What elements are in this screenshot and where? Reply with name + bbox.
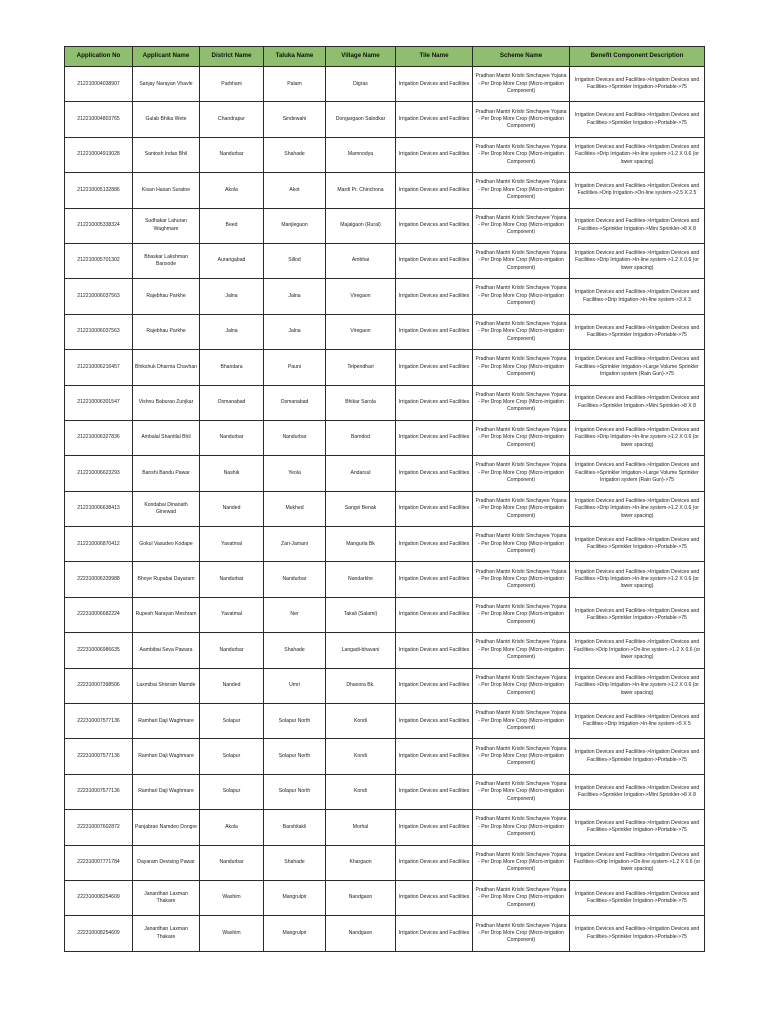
application-no-cell: 212210006037563 xyxy=(65,279,133,314)
district-cell: Chandrapur xyxy=(200,102,264,137)
scheme-name-cell: Pradhan Mantri Krishi Sinchayee Yojana - Per Drop More Crop (Micro-irrigation Component) xyxy=(473,810,570,845)
table-row xyxy=(65,704,705,739)
scheme-name-cell: Pradhan Mantri Krishi Sinchayee Yojana - Per Drop More Crop (Micro-irrigation Component) xyxy=(473,491,570,526)
application-no-cell: 222310006682224 xyxy=(65,597,133,632)
scheme-name-cell: Pradhan Mantri Krishi Sinchayee Yojana - Per Drop More Crop (Micro-irrigation Component) xyxy=(473,67,570,102)
scheme-name-cell: Pradhan Mantri Krishi Sinchayee Yojana - Per Drop More Crop (Micro-irrigation Component) xyxy=(473,208,570,243)
taluka-cell: Barshitakli xyxy=(264,810,326,845)
taluka-cell: Manjlegaon xyxy=(264,208,326,243)
benefit-description-cell: Irrigation Devices and Facilities->Irrigation Devices and Facilities->Sprinkler Irrigation->Portable->75 xyxy=(570,597,705,632)
district-cell: Jalna xyxy=(200,279,264,314)
benefit-description-cell: Irrigation Devices and Facilities->Irrigation Devices and Facilities->Drip Irrigation->In-line system->1.2 X 0.6 (or lower spacing) xyxy=(570,668,705,703)
application-no-cell: 222310006339988 xyxy=(65,562,133,597)
district-cell: Nandurbar xyxy=(200,420,264,455)
application-no-cell: 212210004038907 xyxy=(65,67,133,102)
application-no-cell: 222310007771784 xyxy=(65,845,133,880)
taluka-cell: Osmanabad xyxy=(264,385,326,420)
district-cell: Osmanabad xyxy=(200,385,264,420)
district-cell: Yavatmal xyxy=(200,597,264,632)
scheme-name-cell: Pradhan Mantri Krishi Sinchayee Yojana - Per Drop More Crop (Micro-irrigation Component) xyxy=(473,739,570,774)
scheme-name-cell: Pradhan Mantri Krishi Sinchayee Yojana - Per Drop More Crop (Micro-irrigation Component) xyxy=(473,668,570,703)
table-row xyxy=(65,739,705,774)
tile-name-cell: Irrigation Devices and Facilities xyxy=(396,597,473,632)
scheme-name-cell: Pradhan Mantri Krishi Sinchayee Yojana - Per Drop More Crop (Micro-irrigation Component) xyxy=(473,279,570,314)
scheme-name-cell: Pradhan Mantri Krishi Sinchayee Yojana - Per Drop More Crop (Micro-irrigation Component) xyxy=(473,880,570,915)
scheme-name-cell: Pradhan Mantri Krishi Sinchayee Yojana - Per Drop More Crop (Micro-irrigation Component) xyxy=(473,633,570,668)
applicant-name-cell: Ramhari Daji Waghmare xyxy=(133,704,200,739)
application-no-cell: 212210006327836 xyxy=(65,420,133,455)
tile-name-cell: Irrigation Devices and Facilities xyxy=(396,67,473,102)
district-cell: Nandurbar xyxy=(200,137,264,172)
application-no-cell: 222310007602872 xyxy=(65,810,133,845)
village-cell: Morhal xyxy=(326,810,396,845)
application-no-cell: 212210006301547 xyxy=(65,385,133,420)
applicant-name-cell: Janardhan Laxman Thakare xyxy=(133,916,200,951)
district-cell: Nashik xyxy=(200,456,264,491)
scheme-name-cell: Pradhan Mantri Krishi Sinchayee Yojana - Per Drop More Crop (Micro-irrigation Component) xyxy=(473,916,570,951)
scheme-name-cell: Pradhan Mantri Krishi Sinchayee Yojana - Per Drop More Crop (Micro-irrigation Component) xyxy=(473,314,570,349)
district-cell: Akola xyxy=(200,173,264,208)
benefit-description-cell: Irrigation Devices and Facilities->Irrigation Devices and Facilities->Drip Irrigation->In-line system->5 X 5 xyxy=(570,704,705,739)
applicant-name-cell: Bhikshuk Dharma Chavhan xyxy=(133,350,200,385)
application-no-cell: 212210004803765 xyxy=(65,102,133,137)
col-village-name: Village Name xyxy=(326,47,396,67)
col-benefit-description: Benefit Component Description xyxy=(570,47,705,67)
district-cell: Nanded xyxy=(200,491,264,526)
tile-name-cell: Irrigation Devices and Facilities xyxy=(396,279,473,314)
col-taluka-name: Taluka Name xyxy=(264,47,326,67)
village-cell: Viregaon xyxy=(326,279,396,314)
application-no-cell: 212210005701302 xyxy=(65,243,133,278)
tile-name-cell: Irrigation Devices and Facilities xyxy=(396,456,473,491)
applicant-name-cell: Banshi Bandu Pawar xyxy=(133,456,200,491)
taluka-cell: Mukhed xyxy=(264,491,326,526)
table-row xyxy=(65,173,705,208)
scheme-name-cell: Pradhan Mantri Krishi Sinchayee Yojana - Per Drop More Crop (Micro-irrigation Component) xyxy=(473,562,570,597)
application-no-cell: 222310007577136 xyxy=(65,739,133,774)
tile-name-cell: Irrigation Devices and Facilities xyxy=(396,385,473,420)
village-cell: Mamnodya xyxy=(326,137,396,172)
district-cell: Akola xyxy=(200,810,264,845)
applicant-name-cell: Panjabrao Namdeo Dongre xyxy=(133,810,200,845)
applicant-name-cell: Sanjay Narayan Vhavle xyxy=(133,67,200,102)
scheme-name-cell: Pradhan Mantri Krishi Sinchayee Yojana - Per Drop More Crop (Micro-irrigation Component) xyxy=(473,420,570,455)
village-cell: Mardi Pr. Chinchona xyxy=(326,173,396,208)
taluka-cell: Pauni xyxy=(264,350,326,385)
applicant-name-cell: Kondabai Dinanath Ginewad xyxy=(133,491,200,526)
village-cell: Dongargaon Salodkar xyxy=(326,102,396,137)
applicant-name-cell: Bhaskar Lakshman Bansode xyxy=(133,243,200,278)
tile-name-cell: Irrigation Devices and Facilities xyxy=(396,562,473,597)
benefit-description-cell: Irrigation Devices and Facilities->Irrigation Devices and Facilities->Sprinkler Irrigation->Large Volume Sprinkler Irrigation system (Rain Gun)->75 xyxy=(570,456,705,491)
taluka-cell: Ner xyxy=(264,597,326,632)
tile-name-cell: Irrigation Devices and Facilities xyxy=(396,314,473,349)
village-cell: Kondi xyxy=(326,774,396,809)
applicant-name-cell: Janardhan Laxman Thakare xyxy=(133,880,200,915)
applicant-name-cell: Ramhari Daji Waghmare xyxy=(133,739,200,774)
taluka-cell: Sillod xyxy=(264,243,326,278)
table-row xyxy=(65,562,705,597)
scheme-name-cell: Pradhan Mantri Krishi Sinchayee Yojana - Per Drop More Crop (Micro-irrigation Component) xyxy=(473,456,570,491)
table-row xyxy=(65,420,705,455)
table-row xyxy=(65,916,705,951)
header-row xyxy=(65,47,705,67)
village-cell: Bamdod xyxy=(326,420,396,455)
district-cell: Aurangabad xyxy=(200,243,264,278)
scheme-name-cell: Pradhan Mantri Krishi Sinchayee Yojana - Per Drop More Crop (Micro-irrigation Component) xyxy=(473,385,570,420)
col-tile-name: Tile Name xyxy=(396,47,473,67)
table-row xyxy=(65,314,705,349)
applicant-name-cell: Kisan Hasan Suratne xyxy=(133,173,200,208)
benefit-description-cell: Irrigation Devices and Facilities->Irrigation Devices and Facilities->Sprinkler Irrigation->Large Volume Sprinkler Irrigation system (Rain Gun)->75 xyxy=(570,350,705,385)
benefit-description-cell: Irrigation Devices and Facilities->Irrigation Devices and Facilities->Drip Irrigation->On-line system->1.2 X 0.6 (or lower spacing) xyxy=(570,845,705,880)
application-no-cell: 212210006870412 xyxy=(65,527,133,562)
benefit-description-cell: Irrigation Devices and Facilities->Irrigation Devices and Facilities->Sprinkler Irrigation->Mini Sprinkler->8 X 8 xyxy=(570,774,705,809)
table-row xyxy=(65,137,705,172)
district-cell: Solapur xyxy=(200,704,264,739)
taluka-cell: Shahade xyxy=(264,633,326,668)
applicant-name-cell: Rajebhau Parkhe xyxy=(133,279,200,314)
village-cell: Nandgaon xyxy=(326,880,396,915)
village-cell: Langadi-bhavani xyxy=(326,633,396,668)
table-row xyxy=(65,597,705,632)
applicant-name-cell: Gulab Bhika Wete xyxy=(133,102,200,137)
taluka-cell: Solapur North xyxy=(264,704,326,739)
scheme-name-cell: Pradhan Mantri Krishi Sinchayee Yojana - Per Drop More Crop (Micro-irrigation Component) xyxy=(473,243,570,278)
tile-name-cell: Irrigation Devices and Facilities xyxy=(396,137,473,172)
village-cell: Nandgaon xyxy=(326,916,396,951)
applicant-name-cell: Ambalal Shantilal Bhil xyxy=(133,420,200,455)
application-no-cell: 212210005338324 xyxy=(65,208,133,243)
taluka-cell: Solapur North xyxy=(264,739,326,774)
taluka-cell: Shahade xyxy=(264,845,326,880)
benefit-description-cell: Irrigation Devices and Facilities->Irrigation Devices and Facilities->Drip Irrigation->In-line system->1.2 X 0.6 (or lower spacing) xyxy=(570,137,705,172)
taluka-cell: Yeola xyxy=(264,456,326,491)
application-no-cell: 222310008254609 xyxy=(65,916,133,951)
benefit-description-cell: Irrigation Devices and Facilities->Irrigation Devices and Facilities->Sprinkler Irrigation->Mini Sprinkler->8 X 8 xyxy=(570,208,705,243)
application-no-cell: 222310007577136 xyxy=(65,774,133,809)
table-row xyxy=(65,845,705,880)
applicant-name-cell: Rajebhau Parkhe xyxy=(133,314,200,349)
taluka-cell: Zari-Jamani xyxy=(264,527,326,562)
village-cell: Telpendhari xyxy=(326,350,396,385)
table-row xyxy=(65,774,705,809)
table-row xyxy=(65,208,705,243)
benefit-description-cell: Irrigation Devices and Facilities->Irrigation Devices and Facilities->Sprinkler Irrigation->Portable->75 xyxy=(570,314,705,349)
benefit-description-cell: Irrigation Devices and Facilities->Irrigation Devices and Facilities->Sprinkler Irrigation->Portable->75 xyxy=(570,739,705,774)
applicant-name-cell: Santosh Indas Bhil xyxy=(133,137,200,172)
district-cell: Yavatmal xyxy=(200,527,264,562)
district-cell: Bhandara xyxy=(200,350,264,385)
village-cell: Nandarkhe xyxy=(326,562,396,597)
tile-name-cell: Irrigation Devices and Facilities xyxy=(396,208,473,243)
application-no-cell: 222310007398506 xyxy=(65,668,133,703)
taluka-cell: Jalna xyxy=(264,279,326,314)
benefit-description-cell: Irrigation Devices and Facilities->Irrigation Devices and Facilities->Drip Irrigation->In-line system->3 X 3 xyxy=(570,279,705,314)
tile-name-cell: Irrigation Devices and Facilities xyxy=(396,739,473,774)
application-no-cell: 222310006986635 xyxy=(65,633,133,668)
scheme-name-cell: Pradhan Mantri Krishi Sinchayee Yojana - Per Drop More Crop (Micro-irrigation Component) xyxy=(473,102,570,137)
applicant-name-cell: Vishnu Baburao Zunjkar xyxy=(133,385,200,420)
benefit-description-cell: Irrigation Devices and Facilities->Irrigation Devices and Facilities->Drip Irrigation->In-line system->1.2 X 0.6 (or lower spacing) xyxy=(570,243,705,278)
tile-name-cell: Irrigation Devices and Facilities xyxy=(396,916,473,951)
table-row xyxy=(65,456,705,491)
district-cell: Solapur xyxy=(200,739,264,774)
scheme-name-cell: Pradhan Mantri Krishi Sinchayee Yojana - Per Drop More Crop (Micro-irrigation Component) xyxy=(473,527,570,562)
col-applicant-name: Applicant Name xyxy=(133,47,200,67)
taluka-cell: Nandurbar xyxy=(264,562,326,597)
table-row xyxy=(65,67,705,102)
col-scheme-name: Scheme Name xyxy=(473,47,570,67)
village-cell: Andarsul xyxy=(326,456,396,491)
tile-name-cell: Irrigation Devices and Facilities xyxy=(396,102,473,137)
village-cell: Ambhai xyxy=(326,243,396,278)
tile-name-cell: Irrigation Devices and Facilities xyxy=(396,527,473,562)
scheme-name-cell: Pradhan Mantri Krishi Sinchayee Yojana - Per Drop More Crop (Micro-irrigation Component) xyxy=(473,845,570,880)
benefit-description-cell: Irrigation Devices and Facilities->Irrigation Devices and Facilities->Drip Irrigation->On-line system->1.2 X 0.6 (or lower spacing) xyxy=(570,633,705,668)
table-row xyxy=(65,527,705,562)
applicant-name-cell: Bhoye Rupabai Dayaram xyxy=(133,562,200,597)
tile-name-cell: Irrigation Devices and Facilities xyxy=(396,880,473,915)
district-cell: Washim xyxy=(200,916,264,951)
village-cell: Sangvi Benak xyxy=(326,491,396,526)
table-row xyxy=(65,243,705,278)
scheme-name-cell: Pradhan Mantri Krishi Sinchayee Yojana - Per Drop More Crop (Micro-irrigation Component) xyxy=(473,704,570,739)
applicant-name-cell: Aambibai Seva Pawara xyxy=(133,633,200,668)
benefit-description-cell: Irrigation Devices and Facilities->Irrigation Devices and Facilities->Sprinkler Irrigation->Portable->75 xyxy=(570,916,705,951)
tile-name-cell: Irrigation Devices and Facilities xyxy=(396,845,473,880)
table-row xyxy=(65,102,705,137)
taluka-cell: Mangrulpir xyxy=(264,916,326,951)
scheme-name-cell: Pradhan Mantri Krishi Sinchayee Yojana - Per Drop More Crop (Micro-irrigation Component) xyxy=(473,774,570,809)
taluka-cell: Shahade xyxy=(264,137,326,172)
village-cell: Kondi xyxy=(326,704,396,739)
benefit-description-cell: Irrigation Devices and Facilities->Irrigation Devices and Facilities->Sprinkler Irrigation->Portable->75 xyxy=(570,527,705,562)
taluka-cell: Solapur North xyxy=(264,774,326,809)
village-cell: Viregaon xyxy=(326,314,396,349)
village-cell: Mangurla Bk xyxy=(326,527,396,562)
taluka-cell: Palam xyxy=(264,67,326,102)
beneficiary-sheet xyxy=(64,46,704,952)
scheme-name-cell: Pradhan Mantri Krishi Sinchayee Yojana - Per Drop More Crop (Micro-irrigation Component) xyxy=(473,173,570,208)
taluka-cell: Nandurbar xyxy=(264,420,326,455)
tile-name-cell: Irrigation Devices and Facilities xyxy=(396,173,473,208)
applicant-name-cell: Dayaram Devising Pawar xyxy=(133,845,200,880)
application-no-cell: 212210005132886 xyxy=(65,173,133,208)
tile-name-cell: Irrigation Devices and Facilities xyxy=(396,810,473,845)
taluka-cell: Sindewahi xyxy=(264,102,326,137)
col-application-no: Application No xyxy=(65,47,133,67)
benefit-description-cell: Irrigation Devices and Facilities->Irrigation Devices and Facilities->Drip Irrigation->In-line system->1.2 X 0.6 (or lower spacing) xyxy=(570,420,705,455)
taluka-cell: Umri xyxy=(264,668,326,703)
scheme-name-cell: Pradhan Mantri Krishi Sinchayee Yojana - Per Drop More Crop (Micro-irrigation Component) xyxy=(473,137,570,172)
district-cell: Washim xyxy=(200,880,264,915)
village-cell: Majalgaon (Rural) xyxy=(326,208,396,243)
tile-name-cell: Irrigation Devices and Facilities xyxy=(396,704,473,739)
tile-name-cell: Irrigation Devices and Facilities xyxy=(396,774,473,809)
district-cell: Jalna xyxy=(200,314,264,349)
applicant-name-cell: Gokul Vasudeo Kodape xyxy=(133,527,200,562)
table-row xyxy=(65,350,705,385)
tile-name-cell: Irrigation Devices and Facilities xyxy=(396,633,473,668)
application-no-cell: 212210006216457 xyxy=(65,350,133,385)
tile-name-cell: Irrigation Devices and Facilities xyxy=(396,491,473,526)
village-cell: Kondi xyxy=(326,739,396,774)
applicant-name-cell: Ramhari Daji Waghmare xyxy=(133,774,200,809)
taluka-cell: Jalna xyxy=(264,314,326,349)
table-row xyxy=(65,633,705,668)
village-cell: Takali (Salami) xyxy=(326,597,396,632)
scheme-name-cell: Pradhan Mantri Krishi Sinchayee Yojana - Per Drop More Crop (Micro-irrigation Component) xyxy=(473,350,570,385)
tile-name-cell: Irrigation Devices and Facilities xyxy=(396,243,473,278)
applicant-name-cell: Sudhakar Lahuran Waghmare xyxy=(133,208,200,243)
taluka-cell: Akot xyxy=(264,173,326,208)
col-district-name: District Name xyxy=(200,47,264,67)
benefit-description-cell: Irrigation Devices and Facilities->Irrigation Devices and Facilities->Sprinkler Irrigation->Portable->75 xyxy=(570,810,705,845)
table-row xyxy=(65,668,705,703)
village-cell: Bhikar Sarola xyxy=(326,385,396,420)
application-no-cell: 222310008254609 xyxy=(65,880,133,915)
table-row xyxy=(65,810,705,845)
village-cell: Digras xyxy=(326,67,396,102)
district-cell: Parbhani xyxy=(200,67,264,102)
benefit-description-cell: Irrigation Devices and Facilities->Irrigation Devices and Facilities->Sprinkler Irrigation->Portable->75 xyxy=(570,102,705,137)
table-row xyxy=(65,279,705,314)
tile-name-cell: Irrigation Devices and Facilities xyxy=(396,668,473,703)
taluka-cell: Mangrulpir xyxy=(264,880,326,915)
benefit-description-cell: Irrigation Devices and Facilities->Irrigation Devices and Facilities->Drip Irrigation->On-line system->2.5 X 2.5 xyxy=(570,173,705,208)
benefit-description-cell: Irrigation Devices and Facilities->Irrigation Devices and Facilities->Sprinkler Irrigation->Portable->75 xyxy=(570,880,705,915)
benefit-description-cell: Irrigation Devices and Facilities->Irrigation Devices and Facilities->Drip Irrigation->In-line system->1.2 X 0.6 (or lower spacing) xyxy=(570,562,705,597)
district-cell: Beed xyxy=(200,208,264,243)
table-row xyxy=(65,385,705,420)
table-row xyxy=(65,880,705,915)
applicant-name-cell: Laxmibai Shivram Mamde xyxy=(133,668,200,703)
village-cell: Dhanora Bk. xyxy=(326,668,396,703)
benefit-description-cell: Irrigation Devices and Facilities->Irrigation Devices and Facilities->Sprinkler Irrigation->Mini Sprinkler->8 X 8 xyxy=(570,385,705,420)
application-no-cell: 222310007577136 xyxy=(65,704,133,739)
table-row xyxy=(65,491,705,526)
benefit-description-cell: Irrigation Devices and Facilities->Irrigation Devices and Facilities->Sprinkler Irrigation->Portable->75 xyxy=(570,67,705,102)
application-no-cell: 212210004913028 xyxy=(65,137,133,172)
application-no-cell: 212210006623293 xyxy=(65,456,133,491)
benefit-description-cell: Irrigation Devices and Facilities->Irrigation Devices and Facilities->Drip Irrigation->In-line system->1.2 X 0.6 (or lower spacing) xyxy=(570,491,705,526)
district-cell: Nandurbar xyxy=(200,562,264,597)
scheme-name-cell: Pradhan Mantri Krishi Sinchayee Yojana - Per Drop More Crop (Micro-irrigation Component) xyxy=(473,597,570,632)
application-no-cell: 212210006638413 xyxy=(65,491,133,526)
district-cell: Nandurbar xyxy=(200,633,264,668)
village-cell: Khargaon xyxy=(326,845,396,880)
district-cell: Nanded xyxy=(200,668,264,703)
district-cell: Nandurbar xyxy=(200,845,264,880)
applicant-name-cell: Rupesh Narayan Meshram xyxy=(133,597,200,632)
tile-name-cell: Irrigation Devices and Facilities xyxy=(396,420,473,455)
application-no-cell: 212210006037563 xyxy=(65,314,133,349)
district-cell: Solapur xyxy=(200,774,264,809)
beneficiary-table xyxy=(64,46,705,952)
tile-name-cell: Irrigation Devices and Facilities xyxy=(396,350,473,385)
